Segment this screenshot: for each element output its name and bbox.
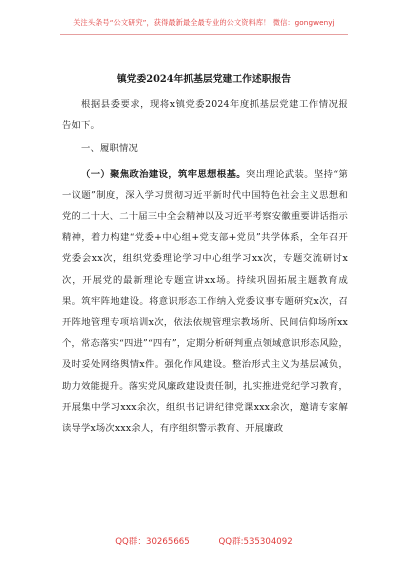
footer-qq-group-1: QQ群：30265665 bbox=[115, 537, 190, 547]
paragraph-1-body: 突出理论武装。坚持“第一议题”制度，深入学习贯彻习近平新时代中国特色社会主义思想和党的二十大、二十届三中全会精神以及习近平考察安徽重要讲话指示精神，着力构建“党委+中心组+党支部+党员”共学体系，全年召开党委会xx次，组织党委理论学习中心组学习xx次，专题交流研讨x次，开展党的最新理论专题宣讲xx场。持续巩固拓展主题教育成果。筑牢阵地建设。将意识形态工作纳入党委议事专题研究x次，召开阵地管理专项培训x次，依法依规管理宗教场所、民间信仰场所xx个，常态落实“四进”“四有”，定期分析研判重点领域意识形态风险，及时妥处网络舆情x件。强化作风建设。整治形式主义为基层减负，助力效能提升。落实党风廉政建设责任制，扎实推进党纪学习教育，开展集中学习xxx余次，组织书记讲纪律党课xxx余次，邀请专家解读导学x场次xxx余人，有序组织警示教育、开展廉政 bbox=[62, 168, 349, 435]
document-body bbox=[62, 94, 348, 439]
document-title: 镇党委2024年抓基层党建工作述职报告 bbox=[116, 74, 292, 85]
header-divider bbox=[60, 34, 348, 35]
section-heading: 一、履职情况 bbox=[81, 143, 138, 155]
intro-paragraph: 根据县委要求，现将x镇党委2024年度抓基层党建工作情况报告如下。 bbox=[62, 99, 348, 132]
paragraph-1-lead: （一）聚焦政治建设，筑牢思想根基。 bbox=[81, 168, 246, 180]
header-banner: 关注头条号“公文研究”，获得最新最全最专业的公文资料库！ 微信：gongwenyj bbox=[73, 18, 335, 27]
footer-contacts bbox=[0, 535, 408, 547]
footer-qq-group-2: QQ群:535304092 bbox=[218, 537, 293, 547]
paragraph-1 bbox=[62, 164, 348, 440]
